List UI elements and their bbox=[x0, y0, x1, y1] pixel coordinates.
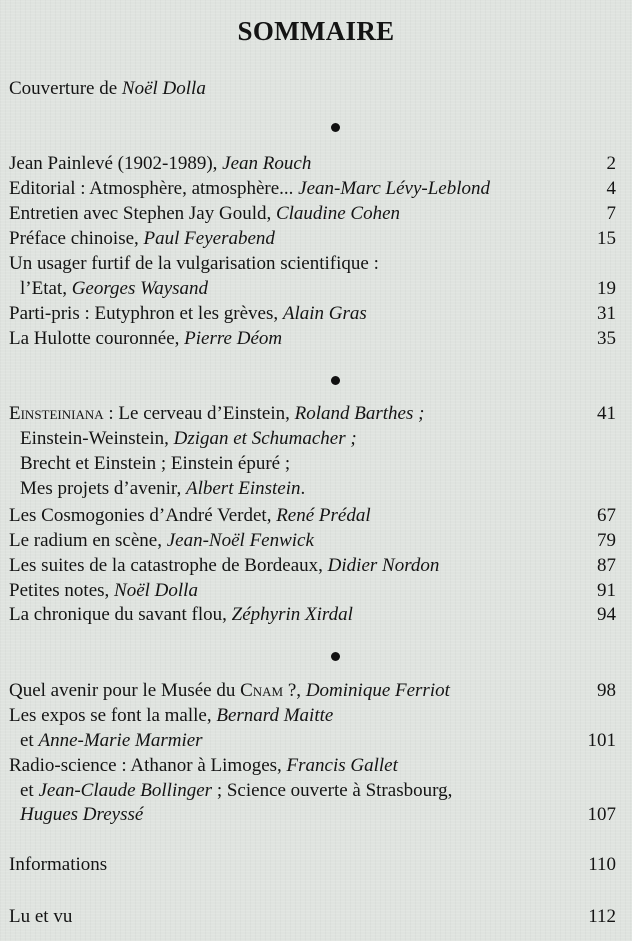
toc-entry-einsteiniana[interactable] bbox=[0, 401, 632, 426]
entry-page: 31 bbox=[597, 303, 616, 324]
toc-entry[interactable] bbox=[0, 326, 632, 351]
entry-author: Francis Gallet bbox=[286, 755, 398, 776]
toc-entry-lu-et-vu[interactable] bbox=[0, 904, 632, 929]
entry-author: Didier Nordon bbox=[327, 555, 440, 576]
entry-page: 41 bbox=[597, 403, 616, 424]
toc-entry-continuation[interactable] bbox=[0, 802, 632, 827]
entry-title: Un usager furtif de la vulgarisation scientifique : bbox=[9, 253, 379, 274]
entry-author: Georges Waysand bbox=[71, 278, 209, 299]
entry-title: Les expos se font la malle, bbox=[9, 705, 217, 726]
toc-entry[interactable] bbox=[0, 703, 632, 728]
entry-title: : Le cerveau d’Einstein, bbox=[103, 403, 295, 424]
entry-title: Petites notes, bbox=[9, 580, 115, 601]
toc-entry-continuation[interactable] bbox=[0, 728, 632, 753]
entry-author: Zéphyrin Xirdal bbox=[231, 604, 353, 625]
toc-entry-continuation[interactable] bbox=[0, 426, 632, 451]
toc-entry-continuation[interactable] bbox=[0, 778, 632, 803]
toc-entry[interactable] bbox=[0, 503, 632, 528]
entry-author: Claudine Cohen bbox=[275, 203, 401, 224]
entry-page: 79 bbox=[597, 530, 616, 551]
entry-title: Quel avenir pour le Musée du bbox=[9, 680, 241, 701]
bullet-separator-icon bbox=[331, 652, 340, 661]
entry-title: Einstein-Weinstein, bbox=[20, 428, 174, 449]
entry-title: l’Etat, bbox=[20, 278, 72, 299]
toc-entry[interactable] bbox=[0, 201, 632, 226]
entry-page: 87 bbox=[597, 555, 616, 576]
entry-page: 110 bbox=[588, 854, 616, 875]
toc-entry[interactable] bbox=[0, 226, 632, 251]
entry-author: Jean-Claude Bollinger bbox=[38, 780, 213, 801]
bullet-separator-icon bbox=[331, 123, 340, 132]
entry-page: 101 bbox=[587, 730, 616, 751]
entry-title: La Hulotte couronnée, bbox=[9, 328, 185, 349]
entry-page: 91 bbox=[597, 580, 616, 601]
entry-title: Radio-science : Athanor à Limoges, bbox=[9, 755, 287, 776]
cover-author: Noël Dolla bbox=[121, 78, 206, 99]
toc-entry[interactable] bbox=[0, 176, 632, 201]
entry-title: et bbox=[20, 730, 39, 751]
entry-author: Pierre Déom bbox=[184, 328, 283, 349]
entry-author: Hugues Dreyssé bbox=[20, 804, 144, 825]
entry-punct: ; bbox=[413, 403, 425, 424]
entry-author: Jean-Marc Lévy-Leblond bbox=[298, 178, 491, 199]
entry-page: 35 bbox=[597, 328, 616, 349]
entry-author: Alain Gras bbox=[282, 303, 367, 324]
toc-entry-continuation[interactable] bbox=[0, 476, 632, 501]
entry-author: Anne-Marie Marmier bbox=[38, 730, 203, 751]
entry-title: Mes projets d’avenir, bbox=[20, 478, 186, 499]
entry-title: Entretien avec Stephen Jay Gould, bbox=[9, 203, 276, 224]
entry-page: 4 bbox=[606, 178, 616, 199]
entry-title: Lu et vu bbox=[9, 906, 73, 927]
entry-author: Jean Rouch bbox=[222, 153, 312, 174]
toc-entry[interactable] bbox=[0, 553, 632, 578]
toc-entry[interactable] bbox=[0, 602, 632, 627]
toc-entry[interactable] bbox=[0, 678, 632, 703]
entry-title: Brecht et Einstein ; Einstein épuré ; bbox=[20, 453, 291, 474]
toc-entry-continuation[interactable] bbox=[0, 276, 632, 301]
entry-title: Informations bbox=[9, 854, 108, 875]
entry-punct: . bbox=[300, 478, 306, 499]
entry-title: La chronique du savant flou, bbox=[9, 604, 232, 625]
entry-title-end: ; Science ouverte à Strasbourg, bbox=[212, 780, 453, 801]
toc-entry[interactable] bbox=[0, 578, 632, 603]
entry-page: 98 bbox=[597, 680, 616, 701]
cover-prefix: Couverture de bbox=[9, 78, 122, 99]
toc-entry[interactable] bbox=[0, 753, 632, 778]
entry-author: Bernard Maitte bbox=[216, 705, 334, 726]
entry-author: René Prédal bbox=[276, 505, 371, 526]
entry-acronym: Cnam bbox=[240, 680, 284, 701]
entry-page: 67 bbox=[597, 505, 616, 526]
entry-page: 94 bbox=[597, 604, 616, 625]
toc-entry[interactable] bbox=[0, 528, 632, 553]
entry-page: 112 bbox=[588, 906, 616, 927]
entry-title: Jean Painlevé (1902-1989), bbox=[9, 153, 223, 174]
toc-entry-informations[interactable] bbox=[0, 852, 632, 877]
entry-page: 2 bbox=[606, 153, 616, 174]
entry-punct: ; bbox=[345, 428, 357, 449]
toc-entry[interactable] bbox=[0, 151, 632, 176]
entry-title: Editorial : Atmosphère, atmosphère... bbox=[9, 178, 299, 199]
entry-author: Albert Einstein bbox=[185, 478, 301, 499]
entry-title: Le radium en scène, bbox=[9, 530, 167, 551]
entry-author: Roland Barthes bbox=[294, 403, 414, 424]
section-label: Einsteiniana bbox=[9, 403, 104, 424]
bullet-separator-icon bbox=[331, 376, 340, 385]
entry-title: Les suites de la catastrophe de Bordeaux, bbox=[9, 555, 328, 576]
entry-page: 15 bbox=[597, 228, 616, 249]
toc-entry-continuation[interactable] bbox=[0, 451, 632, 476]
entry-title: et bbox=[20, 780, 39, 801]
entry-title-end: ?, bbox=[283, 680, 306, 701]
page-title: SOMMAIRE bbox=[237, 16, 395, 46]
entry-title: Parti-pris : Eutyphron et les grèves, bbox=[9, 303, 283, 324]
entry-author: Dominique Ferriot bbox=[305, 680, 450, 701]
entry-author: Noël Dolla bbox=[114, 580, 198, 601]
entry-author: Jean-Noël Fenwick bbox=[166, 530, 314, 551]
cover-credit bbox=[0, 76, 632, 101]
entry-title: Les Cosmogonies d’André Verdet, bbox=[9, 505, 277, 526]
entry-page: 19 bbox=[597, 278, 616, 299]
entry-author: Paul Feyerabend bbox=[143, 228, 275, 249]
entry-author: Dzigan et Schumacher bbox=[173, 428, 346, 449]
toc-entry[interactable] bbox=[0, 251, 632, 276]
entry-title: Préface chinoise, bbox=[9, 228, 144, 249]
toc-entry[interactable] bbox=[0, 301, 632, 326]
entry-page: 107 bbox=[587, 804, 616, 825]
entry-page: 7 bbox=[606, 203, 616, 224]
